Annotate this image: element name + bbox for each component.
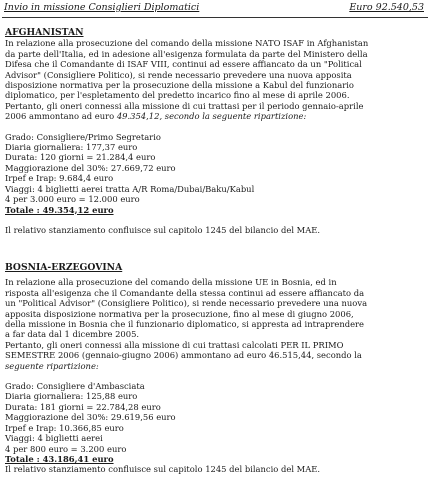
bosnia-heading: BOSNIA-ERZEGOVINA (5, 262, 123, 273)
amount-text: 2006 ammontano ad euro (5, 111, 117, 122)
afghanistan-para-line: Difesa che il Comandante di ISAF VIII, continui ad essere affiancato da un "Political (5, 59, 362, 70)
pertanto-text: Pertanto, gli oneri connessi alla missione di cui trattasi calcolati (5, 339, 281, 350)
bosnia-ripartizione: seguente ripartizione: (5, 360, 99, 371)
afghanistan-para-line: Advisor" (Consigliere Politico), si rende necessario prevedere una nuova apposita (5, 69, 352, 80)
afghanistan-section (5, 28, 423, 235)
bosnia-para-line: apposita disposizione normativa per la prosecuzione, fino al mese di giugno 2006, (5, 308, 354, 319)
pertanto-caps: PER IL PRIMO (280, 339, 344, 350)
bosnia-para-line: In relazione alla prosecuzione del comando della missione UE in Bosnia, ed in (5, 277, 337, 288)
afghanistan-grado: Grado: Consigliere/Primo Segretario (5, 131, 161, 142)
bosnia-para-line: un "Political Advisor" (Consigliere Politico), si rende necessario prevedere una nuova (5, 298, 368, 309)
afghanistan-stanziamento: Il relativo stanziamento confluisce sul capitolo 1245 del bilancio del MAE. (5, 224, 321, 235)
afghanistan-detail-line: Diaria giornaliera: 177,37 euro (5, 142, 138, 153)
bosnia-totale: Totale : 43.186,41 euro (5, 453, 114, 464)
afghanistan-detail-line: Irpef e Irap: 9.684,4 euro (5, 173, 114, 184)
afghanistan-para-line: In relazione alla prosecuzione del comando della missione NATO ISAF in Afghanistan (5, 38, 369, 49)
bosnia-grado: Grado: Consigliere d'Ambasciata (5, 381, 145, 392)
afghanistan-para-line: diplomatico, per l'espletamento del predetto incarico fino al mese di aprile 2006. (5, 90, 350, 101)
bosnia-detail-line: 4 per 800 euro = 3.200 euro (5, 443, 127, 454)
bosnia-detail-line: Maggiorazione del 30%: 29.619,56 euro (5, 412, 176, 423)
bosnia-section (5, 263, 423, 475)
afghanistan-detail-line: Viaggi: 4 biglietti aerei tratta A/R Roma/Dubai/Baku/Kabul (5, 183, 255, 194)
afghanistan-para-line: da parte dell'Italia, ed in adesione all'esigenza formulata da parte del Ministero della (5, 48, 368, 59)
bosnia-semestre-line: SEMESTRE 2006 (gennaio-giugno 2006) ammontano ad euro 46.515,44, secondo la (5, 350, 362, 361)
bosnia-detail-line: Durata: 181 giorni = 22.784,28 euro (5, 401, 161, 412)
bosnia-pertanto-line (5, 340, 423, 350)
amount-italic: 49.354,12, secondo la seguente ripartizione: (116, 111, 307, 122)
header-title: Invio in missione Consiglieri Diplomatici (4, 2, 200, 13)
afghanistan-detail-line: Maggiorazione del 30%: 27.669,72 euro (5, 162, 176, 173)
afghanistan-heading: AFGHANISTAN (5, 27, 84, 38)
afghanistan-totale: Totale : 49.354,12 euro (5, 204, 114, 215)
bosnia-para-line: risposta all'esigenza che il Comandante della stessa continui ad essere affiancato da (5, 287, 365, 298)
header-divider (2, 17, 428, 18)
afghanistan-detail-line: 4 per 3.000 euro = 12.000 euro (5, 194, 140, 205)
afghanistan-amount-line (5, 111, 423, 121)
bosnia-stanziamento: Il relativo stanziamento confluisce sul capitolo 1245 del bilancio del MAE. (5, 464, 321, 475)
bosnia-detail-line: Irpef e Irap: 10.366,85 euro (5, 422, 124, 433)
afghanistan-para-line: disposizione normativa per la prosecuzione della missione a Kabul del funzionario (5, 80, 354, 91)
bosnia-para-line: della missione in Bosnia che il funzionario diplomatico, si appresta ad intraprendere (5, 319, 364, 330)
bosnia-detail-line: Viaggi: 4 biglietti aerei (5, 433, 103, 444)
bosnia-para-line: a far data dal 1 dicembre 2005. (5, 329, 140, 340)
afghanistan-para-line: Pertanto, gli oneri connessi alla missione di cui trattasi per il periodo gennaio-aprile (5, 100, 364, 111)
bosnia-detail-line: Diaria giornaliera: 125,88 euro (5, 391, 138, 402)
afghanistan-detail-line: Durata: 120 giorni = 21.284,4 euro (5, 152, 156, 163)
header-amount: Euro 92.540,53 (349, 2, 424, 13)
